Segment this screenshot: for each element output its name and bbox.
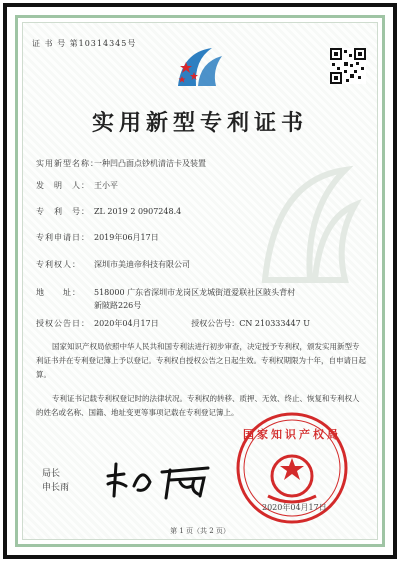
certificate-number: 证 书 号 第10314345号	[32, 39, 137, 48]
stamp-date: 2020年04月17日	[262, 503, 327, 512]
field-label: 专利权人：	[36, 260, 81, 269]
paragraph-legal-status: 专利证书记载专利权登记时的法律状况。专利权的转移、质押、无效、终止、恢复和专利权人的姓名或名称、国籍、地址变更等事项记载在专利登记簿上。	[36, 394, 360, 417]
field-patent-number	[36, 206, 181, 217]
svg-text:国家知识产权局: 国家知识产权局	[243, 428, 341, 441]
qr-code-icon	[330, 48, 366, 84]
field-value: 518000 广东省深圳市龙岗区龙城街道爱联社区陂头背村	[94, 288, 296, 297]
field-utility-model-name	[36, 158, 206, 169]
field-label: 专 利 号：	[36, 207, 90, 216]
field-application-date	[36, 232, 159, 243]
field-label: 授权公告号：	[191, 319, 240, 328]
director-signature-icon	[100, 456, 220, 504]
field-value: 深圳市美迪帝科技有限公司	[94, 260, 190, 269]
field-value: ZL 2019 2 0907248.4	[94, 207, 182, 216]
field-address	[36, 287, 295, 298]
field-value: 一种凹凸面点钞机清洁卡及装置	[94, 159, 206, 168]
director-title: 局长	[42, 469, 61, 479]
field-value: 2019年06月17日	[94, 233, 159, 242]
field-value: 王小平	[94, 181, 118, 190]
paragraph-grant: 国家知识产权局依照中华人民共和国专利法进行初步审查，决定授予专利权，颁发实用新型专利证书并在专利登记簿上予以登记。专利权自授权公告之日起生效。专利权期限为十年，自申请日起算。	[36, 342, 366, 379]
field-label: 发 明 人：	[36, 181, 90, 190]
field-label: 地 址：	[36, 288, 81, 297]
field-value: CN 210333447 U	[239, 319, 311, 328]
field-label: 专利申请日：	[36, 233, 90, 242]
address-line-2: 新陂路226号	[94, 301, 142, 310]
field-patentee	[36, 259, 190, 270]
field-value: 2020年04月17日	[94, 319, 159, 328]
cnipa-logo-icon	[172, 42, 228, 92]
field-label: 授权公告日：	[36, 319, 90, 328]
certificate-title: 实用新型专利证书	[91, 110, 308, 136]
field-grant-announcement	[36, 318, 310, 329]
watermark-emblem-icon	[255, 160, 365, 290]
director-name: 申长雨	[42, 483, 70, 493]
field-inventor	[36, 180, 118, 191]
page-number: 第 1 页（共 2 页）	[170, 527, 230, 535]
field-label: 实用新型名称：	[36, 159, 99, 168]
